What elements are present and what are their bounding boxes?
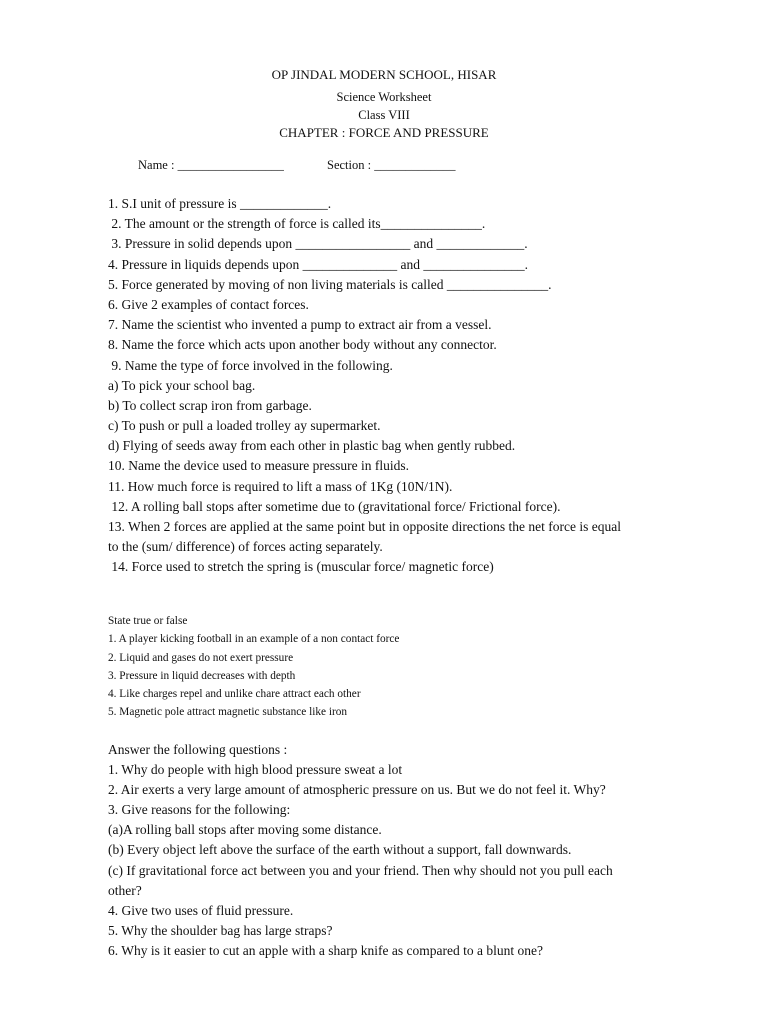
- question-line: d) Flying of seeds away from each other in plastic bag when gently rubbed.: [108, 438, 516, 454]
- name-field-label: Name : _________________: [138, 158, 284, 172]
- question-line: 12. A rolling ball stops after sometime due to (gravitational force/ Frictional force).: [108, 498, 561, 514]
- answer-question-line: (b) Every object left above the surface of the earth without a support, fall downwards.: [108, 842, 572, 858]
- answer-question-line: 2. Air exerts a very large amount of atmospheric pressure on us. But we do not feel it. Why?: [108, 782, 606, 798]
- true-false-item: 4. Like charges repel and unlike chare attract each other: [108, 688, 361, 701]
- question-line: a) To pick your school bag.: [108, 377, 256, 393]
- question-line: 8. Name the force which acts upon another body without any connector.: [108, 337, 497, 353]
- worksheet-subject: Science Worksheet: [336, 90, 432, 104]
- answer-question-line: other?: [108, 882, 142, 898]
- question-line: 3. Pressure in solid depends upon _________________ and _____________.: [108, 236, 528, 252]
- true-false-item: 3. Pressure in liquid decreases with depth: [108, 669, 296, 682]
- question-line: 5. Force generated by moving of non living materials is called _______________.: [108, 276, 552, 292]
- true-false-section: [108, 612, 668, 722]
- school-name: OP JINDAL MODERN SCHOOL, HISAR: [271, 67, 497, 82]
- answer-question-line: (a)A rolling ball stops after moving some distance.: [108, 822, 382, 838]
- question-line: 14. Force used to stretch the spring is (muscular force/ magnetic force): [108, 559, 494, 575]
- worksheet-header: [0, 66, 768, 144]
- student-info-row: [138, 158, 456, 173]
- section-field-label: Section : _____________: [327, 158, 456, 172]
- question-line: 4. Pressure in liquids depends upon ______________ and _______________.: [108, 256, 528, 272]
- true-false-item: 1. A player kicking football in an example of a non contact force: [108, 633, 400, 646]
- question-line: 1. S.I unit of pressure is _____________.: [108, 196, 332, 211]
- answer-question-line: 4. Give two uses of fluid pressure.: [108, 902, 294, 918]
- fill-in-questions: [108, 194, 668, 578]
- question-line: 9. Name the type of force involved in the following.: [108, 357, 393, 373]
- question-line: 10. Name the device used to measure pressure in fluids.: [108, 458, 410, 474]
- answer-questions-section: [108, 740, 668, 961]
- question-line: 2. The amount or the strength of force is called its_______________.: [108, 216, 486, 232]
- answer-question-line: 1. Why do people with high blood pressure sweat a lot: [108, 762, 403, 778]
- question-line: 11. How much force is required to lift a mass of 1Kg (10N/1N).: [108, 478, 453, 494]
- question-line: b) To collect scrap iron from garbage.: [108, 397, 312, 413]
- true-false-item: 2. Liquid and gases do not exert pressure: [108, 651, 294, 664]
- question-line: 6. Give 2 examples of contact forces.: [108, 296, 309, 312]
- answer-question-line: 6. Why is it easier to cut an apple with a sharp knife as compared to a blunt one?: [108, 942, 543, 958]
- true-false-title: State true or false: [108, 615, 188, 627]
- answer-section-title: Answer the following questions :: [108, 742, 288, 757]
- class-label: Class VIII: [358, 108, 410, 122]
- question-line: 7. Name the scientist who invented a pump to extract air from a vessel.: [108, 317, 492, 333]
- answer-question-line: (c) If gravitational force act between you and your friend. Then why should not you pull each: [108, 862, 613, 878]
- answer-question-line: 5. Why the shoulder bag has large straps?: [108, 922, 333, 938]
- question-line: 13. When 2 forces are applied at the same point but in opposite directions the net force is equal: [108, 519, 621, 534]
- question-line: c) To push or pull a loaded trolley ay supermarket.: [108, 418, 381, 434]
- chapter-title: CHAPTER : FORCE AND PRESSURE: [279, 125, 489, 140]
- answer-question-line: 3. Give reasons for the following:: [108, 802, 291, 818]
- question-line: to the (sum/ difference) of forces acting separately.: [108, 539, 383, 555]
- true-false-item: 5. Magnetic pole attract magnetic substance like iron: [108, 706, 348, 719]
